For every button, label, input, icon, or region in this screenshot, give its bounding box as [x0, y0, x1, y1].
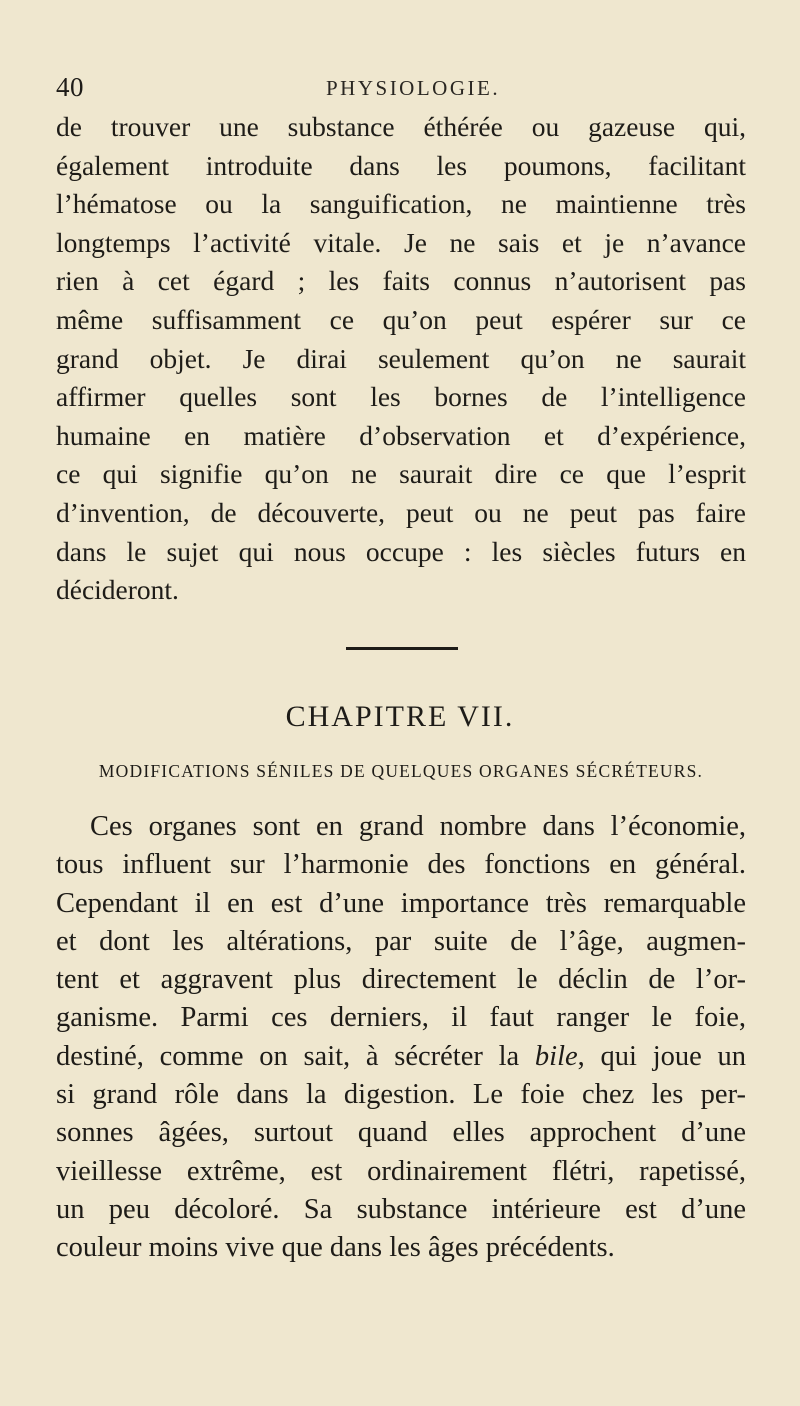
- chapter-title: CHAPITRE VII.: [285, 700, 515, 733]
- text-line: tent et aggravent plus directement le déclin de l’or-: [56, 964, 746, 996]
- page-number: 40: [56, 72, 84, 102]
- text-line: humaine en matière d’observation et d’expérience,: [56, 419, 746, 451]
- section-divider: [346, 647, 458, 650]
- text-line: d’invention, de découverte, peut ou ne peut pas faire: [56, 496, 746, 528]
- text-line: décideront.: [56, 574, 179, 606]
- text-line: rien à cet égard ; les faits connus n’autorisent pas: [56, 265, 746, 297]
- text-line: l’hématose ou la sanguification, ne maintienne très: [56, 188, 746, 220]
- running-head: PHYSIOLOGIE.: [326, 76, 501, 100]
- text-line: même suffisamment ce qu’on peut espérer sur ce: [56, 303, 746, 335]
- text-line: si grand rôle dans la digestion. Le foie chez les per-: [56, 1079, 746, 1111]
- text-line: couleur moins vive que dans les âges précédents.: [56, 1232, 615, 1264]
- text-line: ce qui signifie qu’on ne saurait dire ce que l’esprit: [56, 458, 746, 490]
- text-fragment: destiné, comme on sait, à sécréter la: [56, 1040, 535, 1072]
- text-line: affirmer quelles sont les bornes de l’intelligence: [56, 381, 746, 413]
- text-line-with-italic: [56, 1038, 746, 1076]
- text-line: Cependant il en est d’une importance très remarquable: [56, 887, 746, 919]
- text-line: ganisme. Parmi ces derniers, il faut ranger le foie,: [56, 1002, 746, 1034]
- page-header: [56, 72, 746, 112]
- chapter-paragraph: [56, 808, 746, 1268]
- text-line: Ces organes sont en grand nombre dans l’économie,: [90, 811, 746, 842]
- text-line: de trouver une substance éthérée ou gazeuse qui,: [56, 111, 746, 142]
- text-line: vieillesse extrême, est ordinairement flétri, rapetissé,: [56, 1155, 746, 1187]
- text-line: dans le sujet qui nous occupe : les siècles futurs en: [56, 535, 746, 567]
- text-line: grand objet. Je dirai seulement qu’on ne saurait: [56, 342, 746, 374]
- text-fragment: , qui joue un: [577, 1040, 746, 1072]
- paragraph-continuation: [56, 108, 746, 610]
- text-line: également introduite dans les poumons, facilitant: [56, 149, 746, 181]
- italic-term-bile: bile: [534, 1040, 578, 1072]
- text-line: tous influent sur l’harmonie des fonctions en général.: [56, 849, 746, 881]
- text-line: longtemps l’activité vitale. Je ne sais et je n’avance: [56, 226, 746, 258]
- text-line: sonnes âgées, surtout quand elles approchent d’une: [56, 1117, 746, 1149]
- chapter-subtitle: MODIFICATIONS SÉNILES DE QUELQUES ORGANES SÉCRÉTEURS.: [98, 761, 704, 781]
- text-line: et dont les altérations, par suite de l’âge, augmen-: [56, 925, 746, 957]
- text-line: un peu décoloré. Sa substance intérieure est d’une: [56, 1193, 746, 1225]
